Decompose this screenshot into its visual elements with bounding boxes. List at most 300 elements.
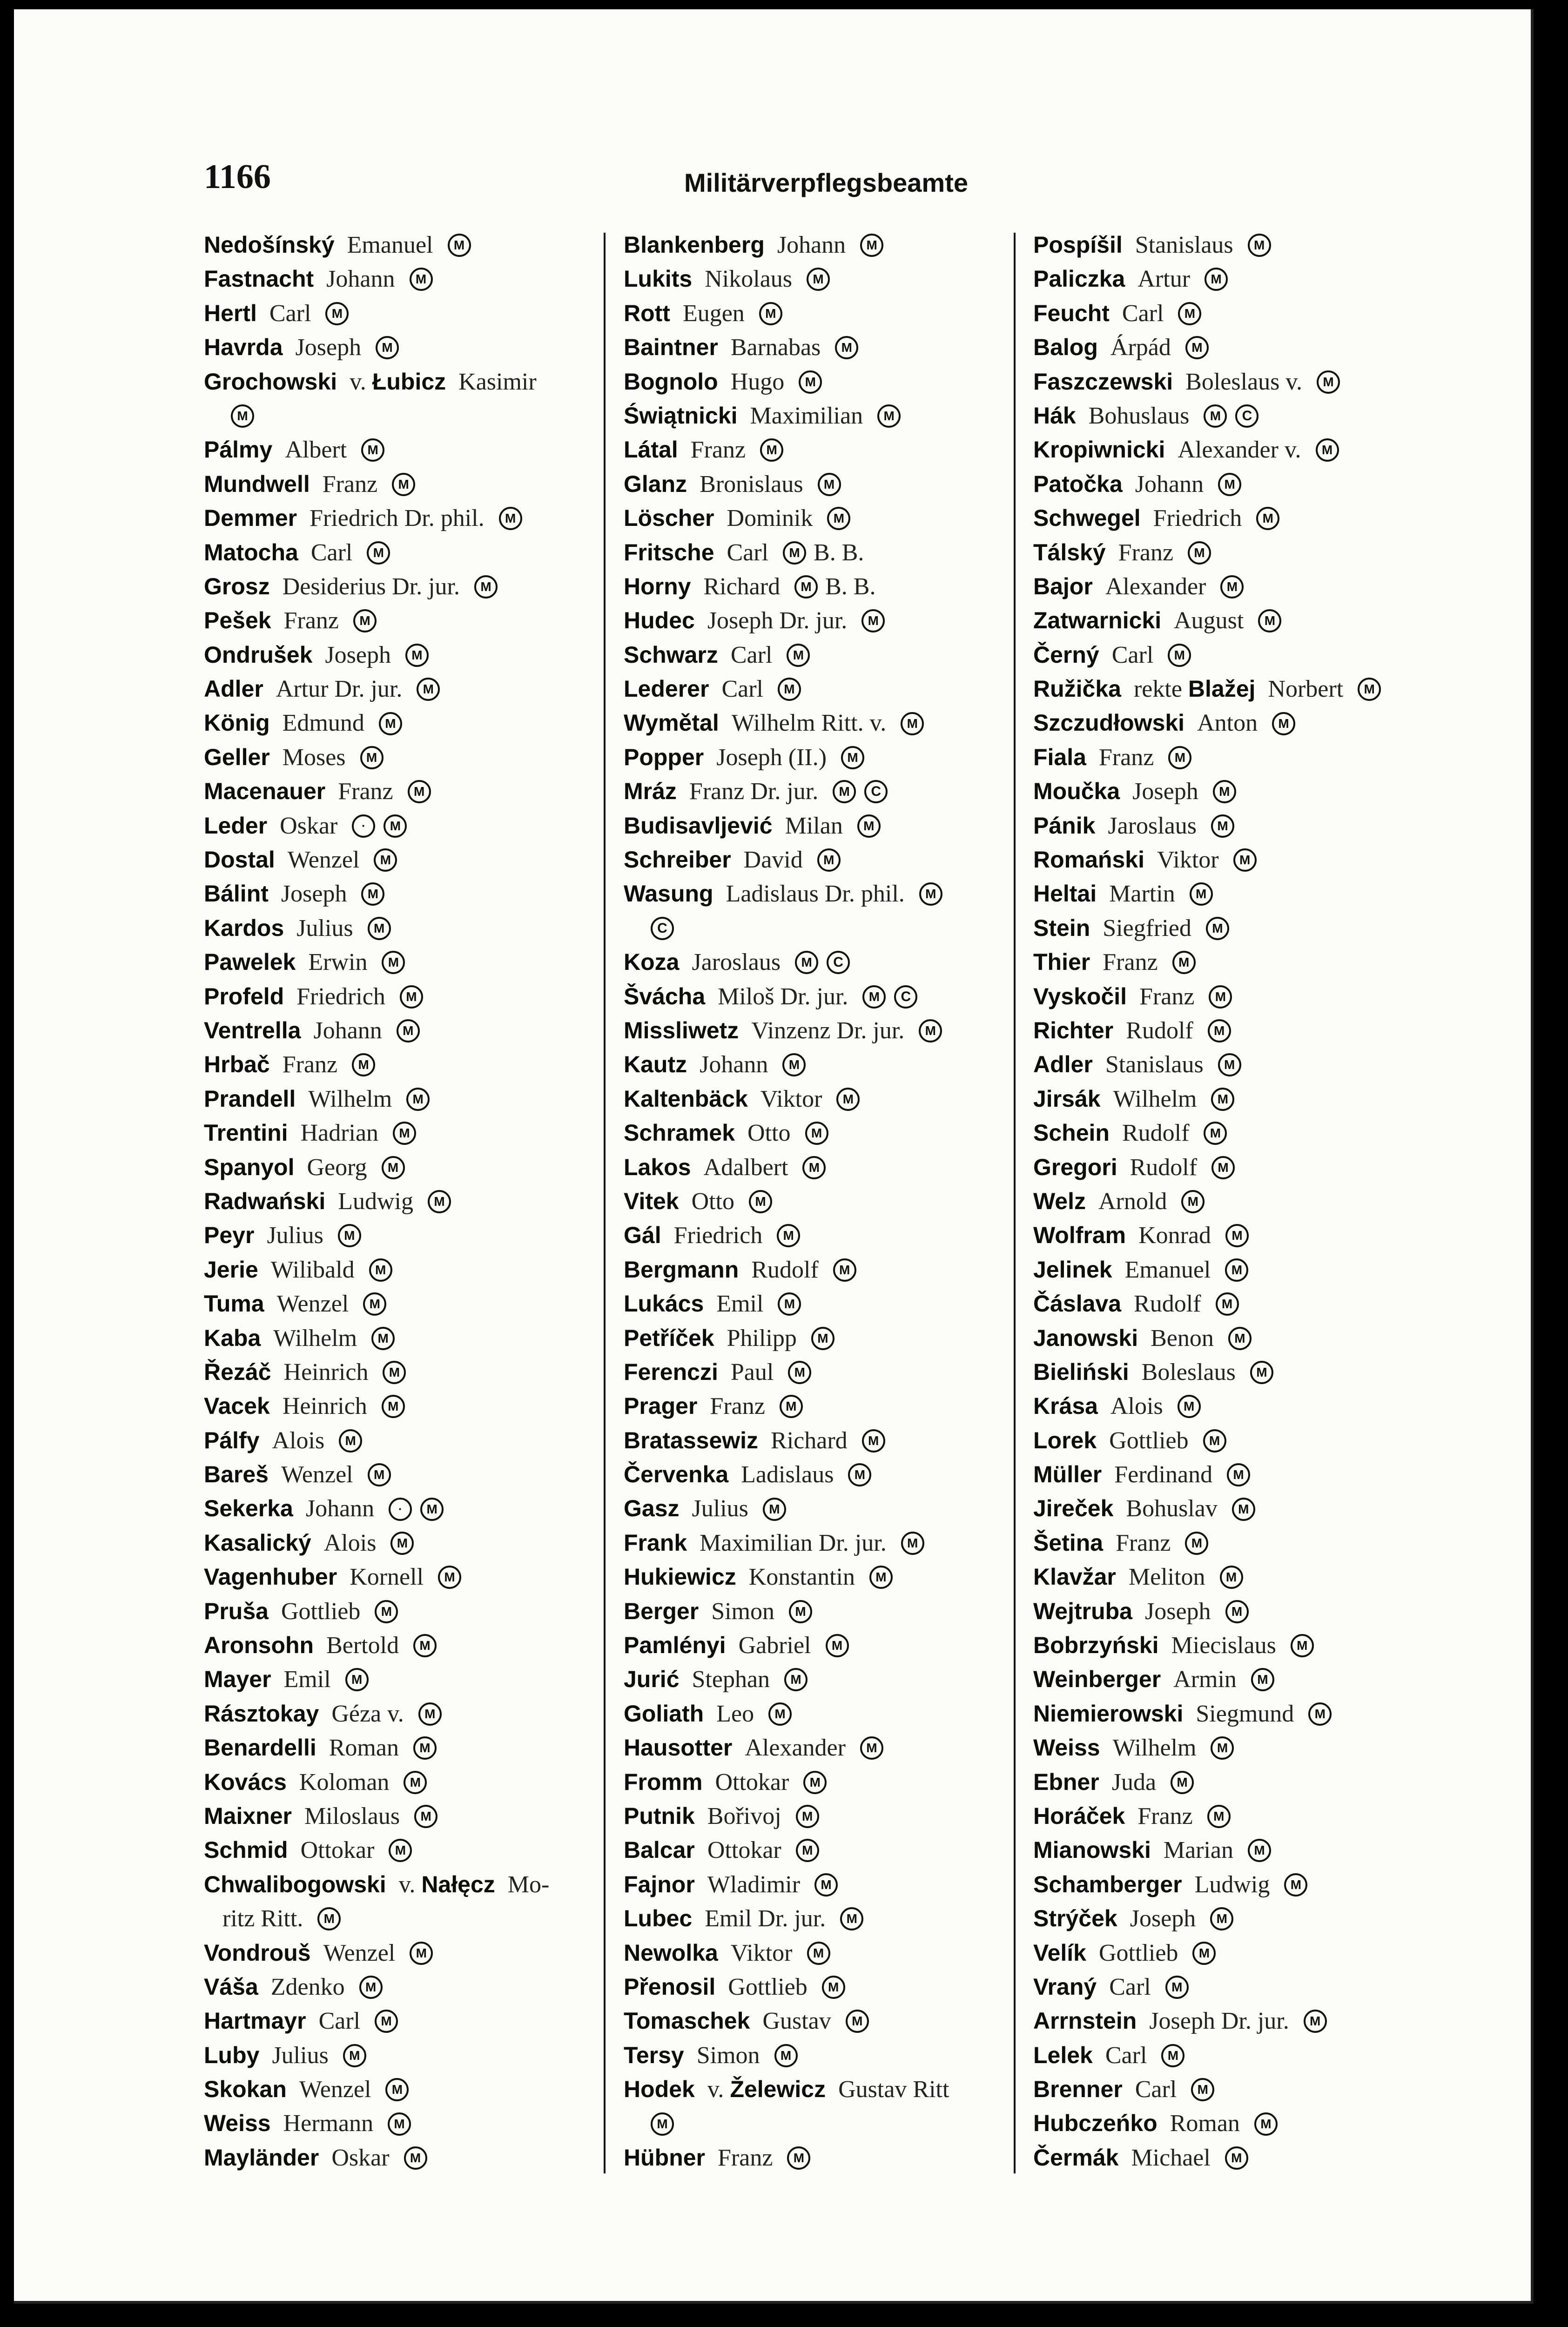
given-name: Johann [326,266,395,293]
given-name: Leo [716,1700,754,1727]
list-item [1033,433,1433,467]
m-badge-icon: M [811,1327,834,1350]
list-item [1033,501,1433,535]
list-item [204,1150,604,1184]
list-item [204,1594,604,1628]
m-badge-icon: M [1308,1702,1332,1726]
m-badge-icon: M [1213,780,1236,803]
given-name: Oskar [280,812,338,839]
m-badge-icon: M [1172,951,1196,974]
given-name: Maximilian [750,402,863,429]
surname: Wymětal [624,710,719,736]
list-item [204,1458,604,1492]
surname: Schmid [204,1837,288,1863]
list-item [1033,2004,1433,2038]
list-item [1033,2141,1433,2175]
m-badge-icon: M [1209,985,1232,1009]
given-name: Stanislaus [1135,232,1233,258]
list-item [204,1424,604,1458]
surname: Fiala [1033,744,1086,770]
list-item [1033,1560,1433,1594]
surname: Weiss [204,2110,271,2137]
surname: Schwarz [624,641,718,668]
surname: Hubczeńko [1033,2110,1157,2137]
m-badge-icon: M [410,268,433,291]
list-item [1033,1697,1433,1731]
given-name: Gustav Ritt [838,2076,949,2103]
m-badge-icon: M [352,1053,375,1076]
surname: Glanz [624,471,687,497]
m-badge-icon: M [400,985,423,1009]
list-item [204,1287,604,1321]
surname: Kovács [204,1769,287,1795]
list-item [204,1697,604,1731]
list-item [624,1287,1024,1321]
given-name: Julius [296,915,353,942]
given-name: Arnold [1098,1188,1167,1215]
m-badge-icon: M [794,575,818,599]
list-item [624,1389,1024,1423]
m-badge-icon: M [405,644,429,667]
m-badge-icon: M [360,746,384,769]
given-name: Franz [1137,1802,1193,1829]
m-badge-icon: M [1225,2146,1248,2170]
m-badge-icon: M [1165,1976,1189,1999]
given-name: Alois [272,1427,325,1454]
m-badge-icon: M [1181,1190,1205,1213]
m-badge-icon: M [363,1292,386,1316]
surname: Ferenczi [624,1359,718,1385]
m-badge-icon: M [361,438,384,462]
surname: Chwalibogowski [204,1871,386,1897]
given-name: Paul [730,1359,774,1385]
surname: Popper [624,744,704,770]
surname: Pruša [204,1598,269,1624]
m-badge-icon: M [822,1976,845,1999]
m-badge-icon: M [428,1190,451,1213]
given-name: Marian [1163,1837,1234,1864]
m-badge-icon: M [384,814,407,838]
m-badge-icon: M [749,1190,772,1213]
list-item [624,1731,1024,1765]
m-badge-icon: M [438,1566,461,1589]
given-name: Franz Dr. jur. [689,778,819,805]
surname: Mundwell [204,471,310,497]
surname: Janowski [1033,1325,1138,1351]
surname: Červenka [624,1461,729,1488]
surname: Bieliński [1033,1359,1129,1385]
list-item [624,877,1024,911]
m-badge-icon: M [840,1907,863,1930]
surname: Vondrouš [204,1939,311,1966]
list-item [624,1321,1024,1355]
given-name: Joseph [295,334,362,361]
m-badge-icon: M [763,1498,786,1521]
m-badge-icon: M [397,1019,420,1042]
list-item [624,365,1024,399]
list-item [624,433,1024,467]
surname: Frank [624,1529,687,1556]
given-name: Anton [1197,710,1258,737]
surname: Mráz [624,778,677,805]
m-badge-icon: M [1168,644,1191,667]
surname: Pamlényi [624,1632,726,1659]
list-item [624,740,1024,774]
m-badge-icon: M [382,1395,405,1418]
list-item [204,604,604,638]
given-name: Carl [310,539,353,566]
surname: Ondrušek [204,641,313,668]
list-item [204,1526,604,1560]
list-item [1033,740,1433,774]
given-name: Carl [1105,2042,1147,2069]
surname: Nałęcz [421,1871,495,1897]
list-item [1033,945,1433,979]
given-name: Gottlieb [728,1973,808,2000]
m-badge-icon: M [848,1463,871,1486]
given-name: Emil [283,1666,331,1693]
given-name: Viktor [1157,847,1219,874]
m-badge-icon: M [1207,1805,1231,1828]
m-badge-icon: M [835,336,858,359]
given-name: Franz [283,607,339,634]
m-badge-icon: M [392,473,415,496]
m-badge-icon: M [345,1668,369,1691]
surname: Ventrella [204,1017,301,1043]
surname: Sekerka [204,1495,293,1522]
given-name: Norbert [1268,676,1344,703]
m-badge-icon: M [1203,1429,1226,1453]
given-name: Roman [329,1735,399,1762]
surname: Lederer [624,676,709,702]
m-badge-icon: M [901,712,924,735]
m-badge-icon: M [826,1634,849,1657]
surname: Leder [204,812,268,839]
given-name: Joseph (II.) [716,744,827,771]
given-name: Franz [1103,949,1158,976]
given-name: Hugo [730,368,785,395]
given-name: Siegfried [1103,915,1191,942]
list-item [1033,1902,1433,1936]
m-badge-icon: M [1220,575,1244,599]
m-badge-icon: M [390,1532,414,1555]
list-item [204,501,604,535]
surname: Berger [624,1598,699,1624]
list-item [624,2072,1024,2106]
list-item [204,1868,604,1902]
m-badge-icon: M [1211,814,1234,838]
m-badge-icon: M [774,2044,798,2067]
given-name: Gabriel [738,1632,811,1659]
surname: Blankenberg [624,232,765,258]
given-name: rekte [1133,676,1182,703]
m-badge-icon: M [375,1600,398,1623]
surname: Bobrzyński [1033,1632,1159,1659]
surname: Hodek [624,2076,695,2103]
m-badge-icon: M [338,1224,361,1247]
m-badge-icon: M [780,1395,803,1418]
list-item [204,536,604,570]
m-badge-icon: M [1316,438,1339,462]
given-name: Ladislaus [741,1461,834,1488]
given-name: Gustav [762,2008,831,2035]
m-badge-icon: M [1192,1942,1216,1965]
list-item [624,1697,1024,1731]
surname: Ružička [1033,676,1121,702]
surname: Pešek [204,607,271,634]
m-badge-icon: M [339,1429,362,1453]
surname: Baintner [624,334,718,361]
given-name: Zdenko [270,1973,345,2000]
list-item [1033,1833,1433,1867]
m-badge-icon: M [857,814,881,838]
surname: Mianowski [1033,1837,1151,1863]
list-item [1033,1218,1433,1252]
m-badge-icon: M [1161,2044,1184,2067]
list-item [624,604,1024,638]
given-name: Simon [711,1598,775,1625]
given-name: Franz [718,2144,773,2171]
m-badge-icon: M [833,780,856,803]
given-name: Franz [710,1393,765,1420]
given-name: David [743,847,803,874]
given-name: Siegmund [1196,1700,1294,1727]
surname: Fajnor [624,1871,695,1897]
surname: Vitek [624,1188,679,1214]
list-item [204,911,604,945]
list-item [624,228,1024,262]
list-item [204,1048,604,1082]
m-badge-icon: M [361,882,384,906]
m-badge-icon: M [860,234,883,257]
m-badge-icon: M [231,404,254,428]
m-badge-icon: M [796,1805,819,1828]
surname: Müller [1033,1461,1102,1488]
m-badge-icon: M [368,1463,391,1486]
surname: Gál [624,1222,661,1249]
given-name: Ludwig [338,1188,413,1215]
list-item [1033,1082,1433,1116]
surname: Maixner [204,1802,292,1829]
surname: Šetina [1033,1529,1104,1556]
list-item [1033,706,1433,740]
list-item [204,1014,604,1048]
surname: Grosz [204,573,270,599]
surname: Grochowski [204,368,337,395]
list-item [1033,1765,1433,1799]
surname: Vyskočil [1033,983,1127,1009]
surname: Putnik [624,1802,695,1829]
list-item [624,672,1024,706]
given-name: Friedrich [296,983,385,1010]
given-name: Joseph Dr. jur. [1149,2008,1289,2035]
given-name: Richard [703,573,781,600]
surname: Lukács [624,1291,704,1317]
m-badge-icon: M [1220,1566,1243,1589]
surname: Hukiewicz [624,1564,736,1590]
surname: Missliwetz [624,1017,739,1043]
book-page [14,9,1534,2304]
surname: Dostal [204,847,275,873]
m-badge-icon: M [1205,268,1228,291]
given-name: Johann [1135,471,1204,498]
given-name: Géza v. [331,1700,404,1727]
surname: Lelek [1033,2042,1093,2068]
surname: Hertl [204,300,257,326]
given-name: Wilhelm [273,1325,357,1352]
m-badge-icon: M [1204,404,1227,428]
list-item [204,1662,604,1696]
list-item [624,1799,1024,1833]
given-name: Miecislaus [1171,1632,1276,1659]
surname: Ebner [1033,1769,1099,1795]
list-item [624,399,1024,433]
given-name: Wilhelm [1112,1735,1197,1762]
given-name: Bohuslav [1126,1495,1218,1522]
given-name: Boleslaus [1141,1359,1236,1385]
surname: Mayer [204,1666,271,1693]
c-badge-icon: C [894,985,917,1009]
given-name: Wenzel [287,847,360,874]
surname: Thier [1033,949,1090,975]
list-item [624,1458,1024,1492]
m-badge-icon: M [389,1839,412,1862]
surname: Newolka [624,1939,718,1966]
given-name: Philipp [727,1325,797,1352]
given-name: August [1174,607,1244,634]
m-badge-icon: M [802,1156,826,1179]
m-badge-icon: M [901,1532,924,1555]
surname: Hausotter [624,1735,733,1761]
m-badge-icon: M [420,1498,444,1521]
given-name: Wenzel [276,1291,349,1318]
m-badge-icon: M [1191,2078,1214,2101]
list-item [1033,774,1433,808]
surname: Demmer [204,505,297,531]
given-name: Carl [727,539,769,566]
given-name: Rudolf [1134,1291,1201,1318]
m-badge-icon: M [777,1224,800,1247]
surname: Váša [204,1973,258,2000]
m-badge-icon: M [807,268,830,291]
surname: Niemierowski [1033,1700,1184,1727]
given-name: Viktor [730,1939,793,1966]
given-name: Miloš Dr. jur. [718,983,848,1010]
given-name: Mo- [507,1871,550,1898]
m-badge-icon: M [1185,1532,1208,1555]
list-item [624,1116,1024,1150]
surname: Fromm [624,1769,703,1795]
surname: Arrnstein [1033,2008,1137,2034]
given-name: Franz [1118,539,1174,566]
c-badge-icon: C [1235,404,1258,428]
surname: Bergmann [624,1256,739,1283]
given-name: Gottlieb [1099,1939,1178,1966]
list-item [1033,911,1433,945]
m-badge-icon: M [818,473,841,496]
m-badge-icon: M [817,848,841,872]
list-item [1033,262,1433,296]
list-item [204,433,604,467]
given-name: Alexander [1105,573,1206,600]
list-item-continuation [204,399,604,433]
list-item [1033,604,1433,638]
list-item [1033,2106,1433,2140]
surname: Pálmy [204,437,273,463]
given-name: Armin [1173,1666,1237,1693]
list-item [1033,1150,1433,1184]
dot-circle-icon: · [389,1498,412,1521]
given-name: Michael [1131,2144,1211,2171]
surname: Hudec [624,607,695,634]
m-badge-icon: M [393,1122,416,1145]
given-name: Franz [1098,744,1154,771]
surname: Jirsák [1033,1085,1101,1112]
m-badge-icon: M [1185,336,1209,359]
list-item [204,1765,604,1799]
list-item [204,1628,604,1662]
surname: Budisavljević [624,812,773,839]
given-name: Johann [777,232,846,258]
surname: Klavžar [1033,1564,1116,1590]
given-name: Simon [696,2042,760,2069]
m-badge-icon: M [1233,848,1257,872]
m-badge-icon: M [869,1566,893,1589]
list-item [1033,1389,1433,1423]
list-item [1033,365,1433,399]
list-item [204,1560,604,1594]
name-column-2 [624,228,1024,2175]
list-item [204,774,604,808]
m-badge-icon: M [783,541,806,565]
m-badge-icon: M [1178,1395,1201,1418]
m-badge-icon: M [1218,1053,1241,1076]
surname: Bajor [1033,573,1093,599]
given-name: Wilhelm [1113,1085,1197,1112]
m-badge-icon: M [1248,234,1271,257]
list-item [624,945,1024,979]
list-item [624,809,1024,843]
m-badge-icon: M [1291,1634,1314,1657]
given-name: Wenzel [323,1939,396,1966]
given-name: Wenzel [299,2076,371,2103]
list-item [624,1594,1024,1628]
surname: Trentini [204,1120,288,1146]
m-badge-icon: M [796,1839,819,1862]
surname: Řezáč [204,1359,271,1385]
given-name: Emanuel [347,232,433,258]
m-badge-icon: M [499,507,522,530]
m-badge-icon: M [1211,1156,1235,1179]
m-badge-icon: M [1228,1327,1252,1350]
m-badge-icon: M [1206,917,1229,940]
m-badge-icon: M [846,2010,869,2033]
list-item [624,980,1024,1014]
surname: Vraný [1033,1973,1097,2000]
surname: Wejtruba [1033,1598,1132,1624]
surname: Bognolo [624,368,718,395]
given-name: Wladimir [707,1871,801,1898]
surname: Kaltenbäck [624,1085,748,1112]
list-item [624,1253,1024,1287]
given-name: ritz Ritt. [222,1905,303,1932]
m-badge-icon: M [1225,1258,1248,1282]
surname: Schramek [624,1120,735,1146]
surname: Krása [1033,1393,1098,1419]
given-name: Martin [1109,881,1175,908]
given-name: Franz [322,471,378,498]
list-item [204,1218,604,1252]
